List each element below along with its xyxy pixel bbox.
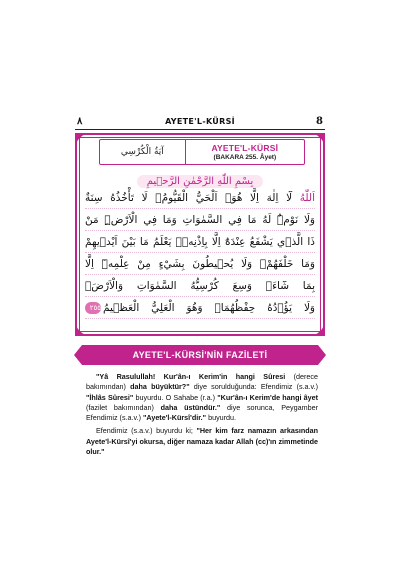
virtue-paragraph <box>86 426 318 457</box>
virtue-paragraph <box>86 372 318 423</box>
basmala <box>77 169 323 188</box>
ayah-text: وَلَا يَؤُ۫دُهُ حِفْظُهُمَاۚ وَهُوَ الْعَلِيُّ الْعَظ۪يمُ <box>103 302 315 314</box>
ayah-line <box>85 209 315 231</box>
ayah-block <box>85 187 315 319</box>
text-span: buyurdu. <box>206 413 237 423</box>
text-span: diye sorunca, Peygamber Efendimiz (s.a.v.) <box>86 402 319 423</box>
section-subtitle: (BAKARA 255. Âyet) <box>213 154 277 161</box>
ayah-line <box>85 297 315 319</box>
ayah-line <box>85 253 315 275</box>
virtue-title: AYETE'L-KÜRSİ'NİN FAZİLETİ <box>132 350 268 360</box>
text-span: "İhlâs Sûresi" <box>86 392 134 402</box>
ayah-text: ذَا الَّذ۪ي يَشْفَعُ عِنْدَهُٓ اِلَّا بِاِذْنِه۪ۜ يَعْلَمُ مَا بَيْنَ اَيْد۪يهِمْ <box>85 236 315 248</box>
text-span: Efendimiz (s.a.v.) buyurdu ki; <box>96 426 197 436</box>
text-span: "Kur'ân-ı Kerim'de hangi âyet <box>217 392 318 402</box>
ayah-text: وَلَا نَوْمٌۜ لَهُ مَا فِي السَّمٰوَاتِ وَمَا فِي الْاَرْضِۜ مَنْ <box>85 214 315 226</box>
ayah-line <box>85 187 315 209</box>
text-span: (fazilet bakımından) <box>86 402 161 412</box>
virtue-body <box>86 372 318 460</box>
running-title: AYETE'L-KÜRSİ <box>165 117 235 126</box>
corner-ornament-icon <box>311 133 325 147</box>
text-span: daha üstündür." <box>160 402 221 412</box>
corner-ornament-icon <box>75 133 89 147</box>
title-latin <box>186 140 304 164</box>
page-number-arabic: ٨ <box>77 116 83 127</box>
ayah-highlight: اَللّٰهُ <box>299 192 315 204</box>
basmala-text: بِسْمِ اللّٰهِ الرَّحْمٰنِ الرَّح۪يمِ <box>137 175 264 188</box>
corner-ornament-icon <box>75 322 89 336</box>
text-span: diye sorulduğunda: Efendimiz (s.a.v.) <box>189 382 318 392</box>
text-span: "Ayete'l-Kürsî'dir." <box>142 413 207 423</box>
ayah-number-marker: ٢٥٥ <box>85 302 101 314</box>
ayah-line <box>85 231 315 253</box>
page-header <box>75 116 325 130</box>
corner-ornament-icon <box>311 322 325 336</box>
text-span: (derece bakımından) <box>86 372 318 392</box>
ayah-line <box>85 275 315 297</box>
text-span: "Her kim farz namazın arkasından Ayete'l-Kürsî'yi okursa, diğer namaza kadar Allah (cc)'ın zimmetinde olur." <box>86 426 318 457</box>
text-span: buyurdu. O Sahabe (r.a.) <box>133 392 218 402</box>
verse-frame <box>75 133 325 336</box>
text-span: "Yâ Rasulullah! Kur'ân-ı Kerim'in hangi Sûresi <box>96 372 286 381</box>
ayah-text: لَٓا اِلٰهَ اِلَّا هُوَۚ اَلْحَيُّ الْقَيُّومُۚ لَا تَأْخُذُهُ سِنَةٌ <box>85 192 300 204</box>
virtue-banner <box>82 345 318 365</box>
ayah-text: وَمَا خَلْفَهُمْۚ وَلَا يُح۪يطُونَ بِشَيْءٍ مِنْ عِلْمِه۪ٓ اِلَّا <box>85 258 315 270</box>
text-span: daha büyüktür?" <box>130 382 190 392</box>
title-arabic: آيَةُ الْكُرْسِي <box>100 140 186 164</box>
section-title: AYETE'L-KÜRSİ <box>211 143 279 153</box>
page-number: 8 <box>316 116 323 127</box>
ayah-text: بِمَا شَٓاءَۚ وَسِعَ كُرْسِيُّهُ السَّمٰوَاتِ وَالْاَرْضَۚ <box>85 280 315 292</box>
title-box <box>99 139 305 165</box>
